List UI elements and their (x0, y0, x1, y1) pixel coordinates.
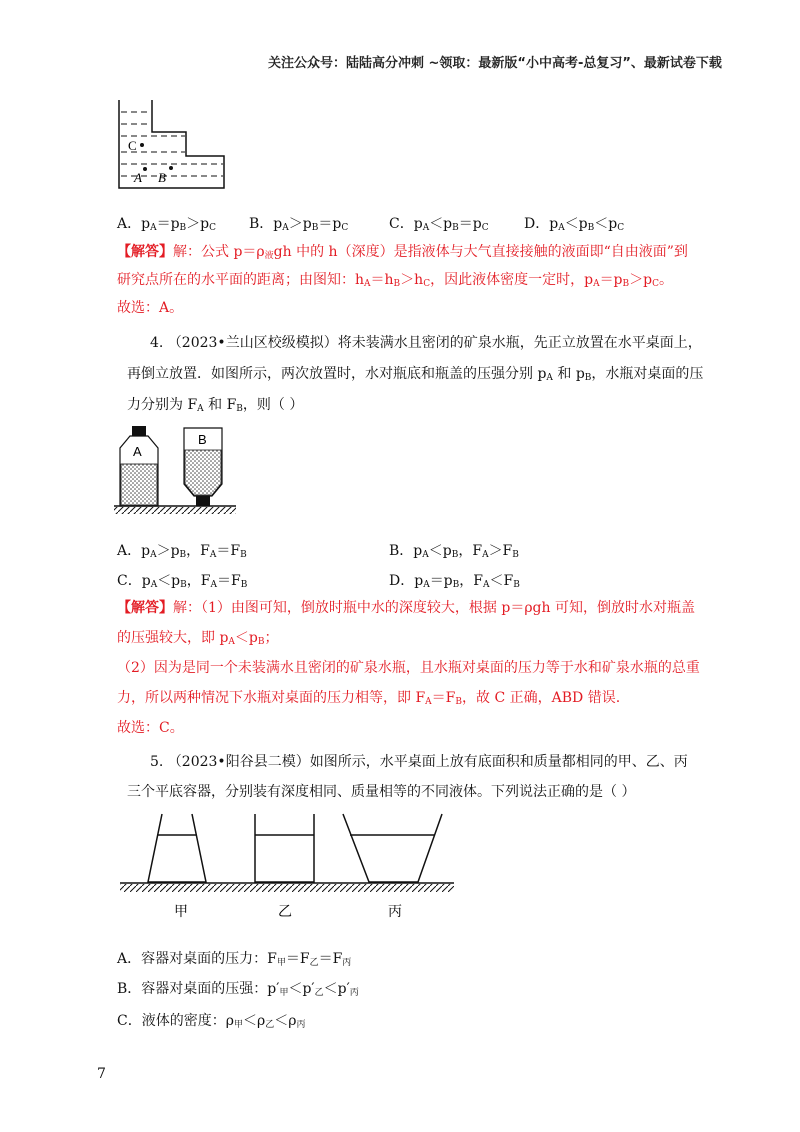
q4-option-d: D．$p_A=p_B$，$F_A<F_B$ (389, 573, 520, 590)
q4-answer-line1: 【解答】解：（1）由图可知，倒放时瓶中水的深度较大，根据 p＝ρgh 可知，倒放时水对瓶盖 (117, 600, 695, 616)
q3-answer-line1: 【解答】解：公式 $p=\rho_液gh$ 中的 h（深度）是指液体与大气直接接触的液面即“自由液面”到 (117, 244, 688, 261)
q3-option-a: A．$p_A=p_B>p_C$ (117, 216, 217, 233)
q4-option-c: C．$p_A<p_B$，$F_A=F_B$ (117, 573, 248, 590)
q3-label-a: A (134, 170, 142, 185)
page-number: 7 (97, 1066, 106, 1082)
q5-option-a: A．容器对桌面的压力：$F_甲=F_乙=F_丙$ (117, 951, 352, 968)
q4-stem-line1: 4. （2023•兰山区校级模拟）将未装满水且密闭的矿泉水瓶，先正立放置在水平桌面上， (150, 335, 702, 351)
q5-stem-line2: 三个平底容器，分别装有深度相同、质量相等的不同液体。下列说法正确的是（ ） (127, 784, 636, 800)
q4-answer-line3: （2）因为是同一个未装满水且密闭的矿泉水瓶，且水瓶对桌面的压力等于水和矿泉水瓶的总重 (117, 660, 700, 676)
q5-stem-line1: 5. （2023•阳谷县二模）如图所示，水平桌面上放有底面积和质量都相同的甲、乙、丙 (150, 754, 688, 770)
q3-step-container-figure (112, 98, 227, 194)
q4-choice: 故选：C。 (117, 720, 184, 736)
q3-answer-line2: 研究点所在的水平面的距离；由图知：$h_A=h_B>h_C$，因此液体密度一定时，$p_A=p_B>p_C$。 (117, 272, 674, 289)
q4-answer-line2: 的压强较大，即 $p_A<p_B$； (117, 630, 279, 647)
q3-option-c: C．$p_A<p_B=p_C$ (389, 216, 489, 233)
q4-label-a: A (133, 444, 142, 459)
q4-stem-line3: 力分别为 $F_A$ 和 $F_B$，则（ ） (127, 397, 304, 414)
q5-label-jia: 甲 (174, 904, 188, 920)
q4-bottles-figure (112, 422, 242, 518)
q4-option-b: B．$p_A<p_B$，$F_A>F_B$ (389, 543, 519, 560)
q5-label-yi: 乙 (278, 904, 292, 920)
q4-option-a: A．$p_A>p_B$，$F_A=F_B$ (117, 543, 247, 560)
q5-option-c: C．液体的密度：$\rho_甲<\rho_乙<\rho_丙$ (117, 1013, 306, 1030)
q5-option-b: B．容器对桌面的压强：$p'_甲<p'_乙<p'_丙$ (117, 981, 359, 998)
page-header: 关注公众号：陆陆高分冲刺 ~领取：最新版“小中高考-总复习”、最新试卷下载 (268, 56, 722, 71)
q3-option-b: B．$p_A>p_B=p_C$ (249, 216, 349, 233)
q4-label-b: B (198, 432, 207, 447)
q4-stem-line2: 再倒立放置．如图所示，两次放置时，水对瓶底和瓶盖的压强分别 $p_A$ 和 $p_B$，水瓶对桌面的压 (127, 366, 704, 383)
q3-option-d: D．$p_A<p_B<p_C$ (524, 216, 625, 233)
q5-label-bing: 丙 (388, 904, 402, 920)
q5-containers-figure (112, 808, 462, 928)
q3-choice: 故选：A。 (117, 300, 184, 316)
q3-label-b: B (158, 170, 166, 185)
q4-answer-line4: 力，所以两种情况下水瓶对桌面的压力相等，即 $F_A=F_B$，故 C 正确，ABD 错误. (117, 690, 621, 707)
q3-label-c: C (128, 138, 137, 153)
